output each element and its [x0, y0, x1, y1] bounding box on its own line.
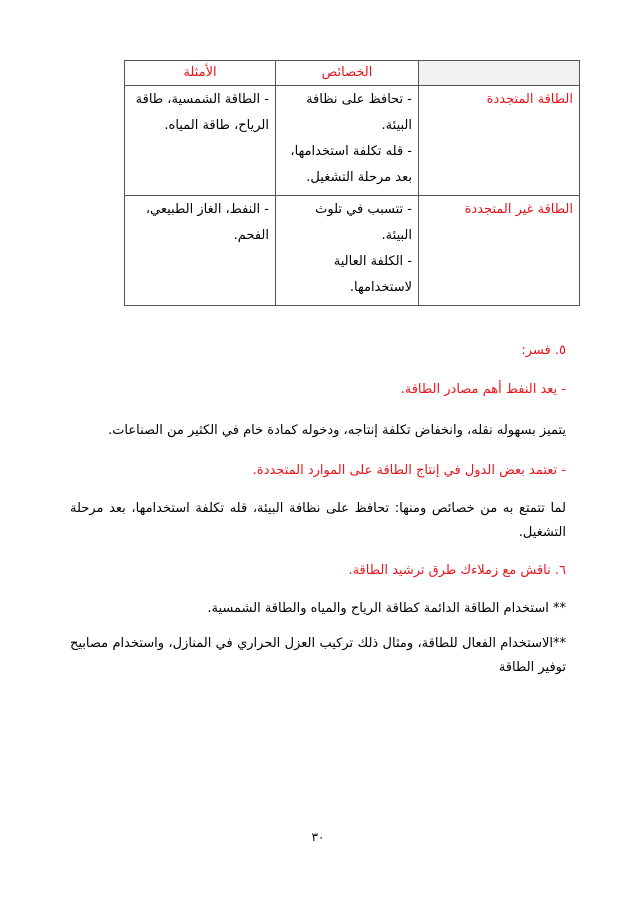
feature-item: - الكلفة العالية لاستخدامها. [333, 254, 412, 295]
header-features: الخصائص [276, 61, 419, 86]
row-type-nonrenewable: الطاقة غير المتجددة [419, 196, 580, 306]
q6-point-2: **الاستخدام الفعال للطاقة، ومثال ذلك تركيب العزل الحراري في المنازل، واستخدام مصابيح توفير الطاقة [70, 636, 566, 675]
q5-answer-2: لما تتمتع به من خصائص ومنها: تحافظ على نظافة البيئة، قله تكلفة استخدامها، بعد مرحلة التشغيل. [70, 501, 566, 540]
energy-types-table [124, 60, 580, 306]
row-type-renewable: الطاقة المتجددة [419, 86, 580, 196]
table-row [125, 196, 580, 306]
q6-heading: ٦. ناقش مع زملاءك طرق ترشيد الطاقة. [348, 563, 566, 578]
q5-answer-1: يتميز بسهوله نقله، وانخفاض تكلفة إنتاجه، ودخوله كمادة خام في الكثير من الصناعات. [108, 423, 566, 438]
table-row [125, 86, 580, 196]
q5-item-2: - تعتمد بعض الدول في إنتاج الطاقة على الموارد المتجددة. [252, 463, 566, 478]
q5-item-1: - يعد النفط أهم مصادر الطاقة. [400, 382, 566, 397]
row-examples-nonrenewable: - النفط، الغاز الطبيعي، الفحم. [125, 196, 276, 306]
q5-heading: ٥. فسر: [521, 343, 566, 358]
row-features-renewable [276, 86, 419, 196]
feature-item: - تحافظ على نظافة البيئة. [306, 92, 412, 133]
table-corner-cell [419, 61, 580, 86]
row-examples-renewable: - الطاقة الشمسية، طاقة الرياح، طاقة المياه. [125, 86, 276, 196]
feature-item: - تتسبب في تلوث البيئة. [315, 202, 412, 243]
page-number: ٣٠ [311, 830, 325, 844]
q6-point-1: ** استخدام الطاقة الدائمة كطاقة الرياح والمياه والطاقة الشمسية. [207, 601, 566, 616]
header-examples: الأمثلة [125, 61, 276, 86]
row-features-nonrenewable [276, 196, 419, 306]
feature-item: - قله تكلفة استخدامها، بعد مرحلة التشغيل. [290, 144, 412, 185]
table-header-row [125, 61, 580, 86]
